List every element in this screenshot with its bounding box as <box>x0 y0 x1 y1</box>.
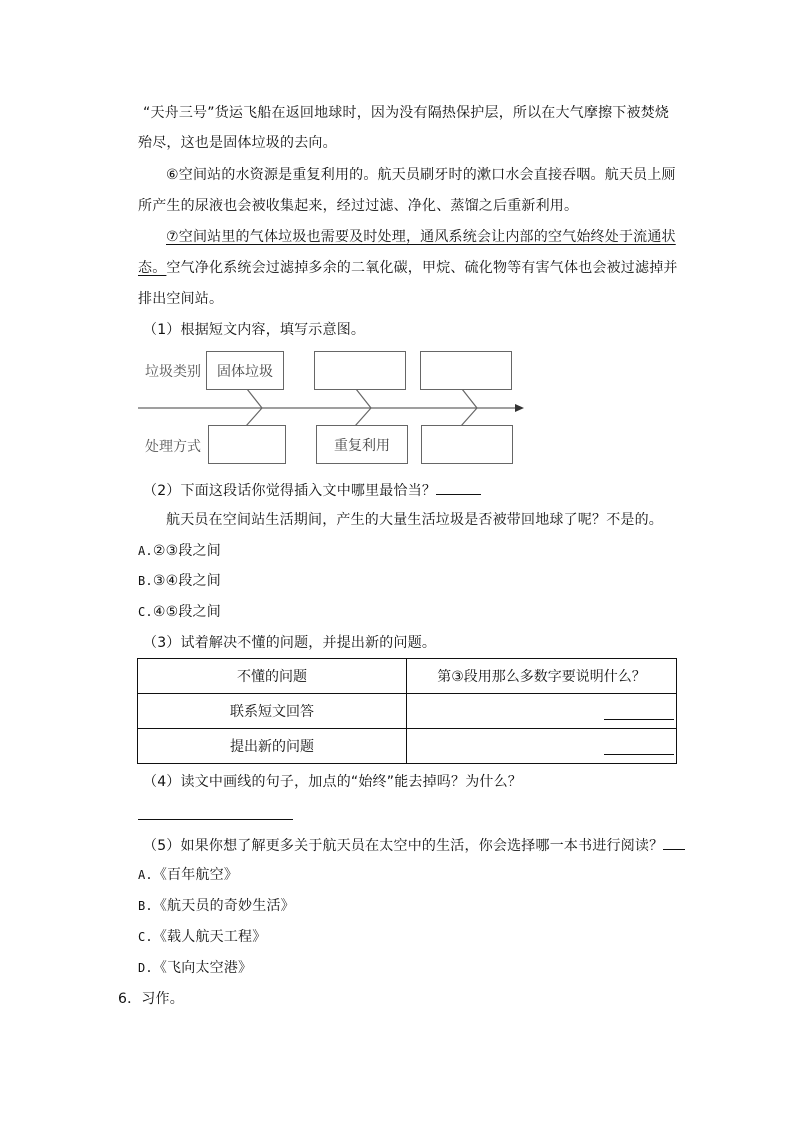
question-5 <box>143 835 685 855</box>
answer-blank[interactable] <box>436 480 481 495</box>
option-text: ④⑤段之间 <box>152 604 221 620</box>
answer-blank[interactable] <box>604 719 674 720</box>
underlined-sentence: ⑦空间站里的气体垃圾也需要及时处理，通风系统会让内部的空气始终处于流通状 <box>166 229 676 245</box>
option-text: 《航天员的奇妙生活》 <box>152 898 295 914</box>
category-box-2[interactable] <box>314 351 406 390</box>
answer-blank[interactable] <box>604 754 674 755</box>
question-2-prompt: （2）下面这段话你觉得插入文中哪里最恰当？ <box>143 483 437 499</box>
option-a[interactable] <box>138 866 238 884</box>
table-value: 第③段用那么多数字要说明什么？ <box>407 659 677 694</box>
option-text: 《载人航天工程》 <box>152 929 267 945</box>
method-box-1[interactable] <box>208 425 286 464</box>
table-label: 提出新的问题 <box>138 729 407 764</box>
answer-blank[interactable] <box>663 835 685 850</box>
option-c[interactable] <box>138 928 266 946</box>
question-3-prompt: （3）试着解决不懂的问题，并提出新的问题。 <box>143 635 437 651</box>
table-label: 不懂的问题 <box>138 659 407 694</box>
option-text: 《百年航空》 <box>152 867 239 883</box>
table-row <box>138 659 677 694</box>
option-d[interactable] <box>138 959 252 977</box>
passage-line: 所产生的尿液也会被收集起来，经过过滤、净化、蒸馏之后重新利用。 <box>138 198 579 214</box>
method-box-3[interactable] <box>421 425 513 464</box>
category-box-1: 固体垃圾 <box>206 351 284 390</box>
option-letter: D. <box>138 961 153 975</box>
option-letter: A. <box>138 868 153 882</box>
underlined-sentence-end: 态。 <box>138 260 167 276</box>
fishbone-diagram <box>138 345 530 470</box>
paragraph-6: ⑥空间站的水资源是重复利用的。航天员刷牙时的漱口水会直接吞咽。航天员上厕 <box>166 167 676 183</box>
passage-line: 殆尽，这也是固体垃圾的去向。 <box>138 135 337 151</box>
option-letter: C. <box>138 605 153 619</box>
option-letter: C. <box>138 930 153 944</box>
passage-line: “天舟三号”货运飞船在返回地球时，因为没有隔热保护层，所以在大气摩擦下被焚烧 <box>143 105 670 121</box>
answer-cell[interactable] <box>407 729 677 764</box>
answer-cell[interactable] <box>407 694 677 729</box>
answer-blank[interactable] <box>138 819 293 820</box>
option-letter: A. <box>138 544 153 558</box>
option-b[interactable] <box>138 572 221 590</box>
question-1-prompt: （1）根据短文内容，填写示意图。 <box>143 322 366 338</box>
table-label: 联系短文回答 <box>138 694 407 729</box>
passage-line <box>138 259 678 277</box>
quote-sentence: 航天员在空间站生活期间，产生的大量生活垃圾是否被带回地球了呢？不是的。 <box>166 512 663 528</box>
option-text: 《飞向太空港》 <box>152 960 253 976</box>
option-a[interactable] <box>138 542 221 560</box>
method-box-2: 重复利用 <box>316 425 408 464</box>
option-text: ③④段之间 <box>152 573 221 589</box>
passage-line: 排出空间站。 <box>138 291 224 307</box>
question-table <box>137 658 677 764</box>
row-label-method: 处理方式 <box>145 439 201 455</box>
category-box-3[interactable] <box>420 351 512 390</box>
option-b[interactable] <box>138 897 295 915</box>
option-c[interactable] <box>138 603 221 621</box>
option-text: ②③段之间 <box>152 543 221 559</box>
passage-text: 空气净化系统会过滤掉多余的二氧化碳，甲烷、硫化物等有害气体也会被过滤掉并 <box>166 260 678 276</box>
question-6-label: 6．习作。 <box>118 991 184 1007</box>
option-letter: B. <box>138 899 153 913</box>
row-label-category: 垃圾类别 <box>145 364 201 380</box>
option-letter: B. <box>138 574 153 588</box>
question-4-prompt: （4）读文中画线的句子，加点的“始终”能去掉吗？为什么？ <box>143 774 523 790</box>
question-5-prompt: （5）如果你想了解更多关于航天员在太空中的生活，你会选择哪一本书进行阅读？ <box>143 838 664 854</box>
table-row <box>138 729 677 764</box>
table-row <box>138 694 677 729</box>
question-2 <box>143 480 481 500</box>
